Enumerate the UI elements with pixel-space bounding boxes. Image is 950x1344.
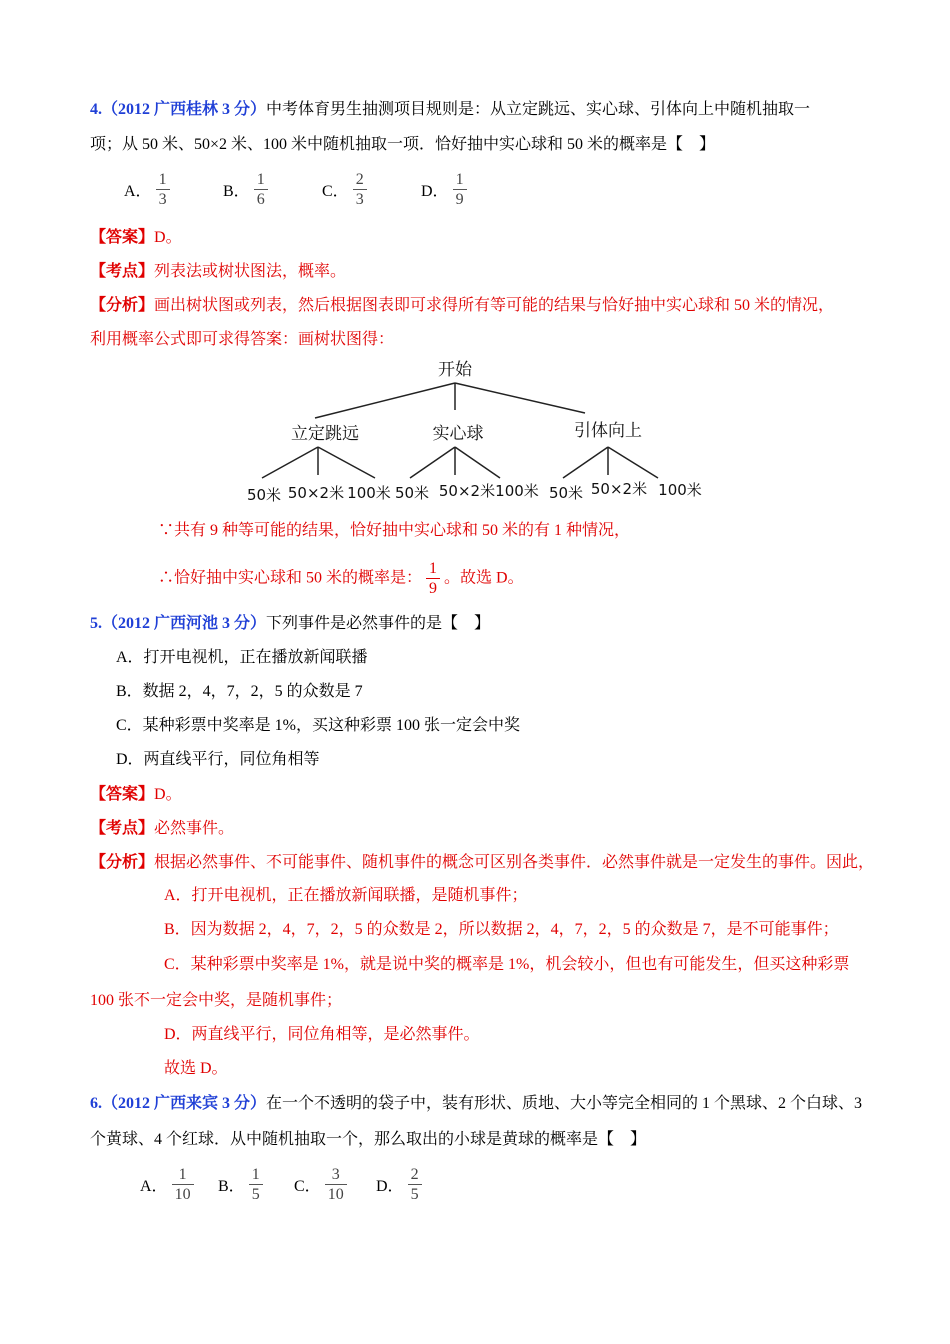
q5-point-tag: 【考点】: [90, 820, 155, 837]
q6-option-d: D． $\frac{2}{5}$: [376, 1165, 456, 1204]
q5-analysis-b: B．因为数据 2，4，7，2，5 的众数是 2，所以数据 2，4，7，2，5 的众数是 7，是不可能事件；: [164, 921, 839, 938]
tree-leaf-1-1: 50米: [246, 486, 282, 504]
q4-option-a: A． $\frac{1}{3}$: [124, 170, 219, 209]
q6-stem-line-2: 个黄球、4 个红球．从中随机抽取一个，那么取出的小球是黄球的概率是【 】: [90, 1131, 647, 1148]
q4-analysis-line-2: [90, 330, 394, 350]
q4-point: [90, 262, 346, 282]
q6-option-a-fraction: $\frac{1}{10}$: [172, 1165, 194, 1204]
tree-leaf-3-3: 100米: [658, 481, 702, 499]
q6-option-b: B． $\frac{1}{5}$: [218, 1165, 290, 1204]
q4-stem-line-1: [90, 100, 810, 120]
q4-point-tag: 【考点】: [90, 263, 155, 280]
q5-analysis-tag: 【分析】: [90, 854, 155, 871]
q6-option-c-fraction: $\frac{3}{10}$: [325, 1165, 347, 1204]
q5-option-d: D．两直线平行，同位角相等: [116, 751, 320, 768]
q4-stem-1: 中考体育男生抽测项目规则是：从立定跳远、实心球、引体向上中随机抽取一: [266, 101, 811, 118]
tree-leaf-1-2: 50×2米: [287, 484, 345, 502]
q6-option-b-fraction: $\frac{1}{5}$: [249, 1165, 263, 1204]
q4-stem-line-2: [90, 135, 715, 155]
q4-analysis-line-1: [90, 296, 834, 316]
q4-therefore: ∴恰好抽中实心球和 50 米的概率是： $\frac{1}{9}$ 。故选 D。: [158, 559, 524, 597]
q4-option-d-fraction: $\frac{1}{9}$: [453, 170, 467, 209]
tree-branch-1: 立定跳远: [291, 424, 359, 444]
q6-source: （2012 广西来宾 3 分）: [102, 1095, 267, 1112]
q4-options: [124, 170, 516, 209]
q4-point-text: 列表法或树状图法，概率。: [154, 263, 347, 280]
q6-options: [140, 1165, 456, 1204]
q4-stem-2: 项；从 50 米、50×2 米、100 米中随机抽取一项．恰好抽中实心球和 50 米的概率是【 】: [90, 136, 716, 153]
q5-analysis-a: A．打开电视机，正在播放新闻联播，是随机事件；: [164, 887, 528, 904]
q4-source: （2012 广西桂林 3 分）: [102, 101, 267, 118]
tree-leaf-2-2: 50×2米: [438, 482, 496, 500]
q5-source: （2012 广西河池 3 分）: [102, 615, 267, 632]
q5-point: 【考点】必然事件。: [90, 820, 235, 837]
q6-option-c: C． $\frac{3}{10}$: [294, 1165, 372, 1204]
q4-answer: [90, 228, 182, 248]
q5-answer-tag: 【答案】: [90, 786, 155, 803]
q4-because: ∵共有 9 种等可能的结果，恰好抽中实心球和 50 米的有 1 种情况，: [158, 522, 631, 539]
q6-option-d-fraction: $\frac{2}{5}$: [408, 1165, 422, 1204]
tree-leaf-3-1: 50米: [548, 484, 584, 502]
q4-answer-text: D。: [154, 229, 182, 246]
q4-therefore-fraction: $\frac{1}{9}$: [426, 559, 440, 598]
q4-option-a-fraction: $\frac{1}{3}$: [156, 170, 170, 209]
q4-option-b: B． $\frac{1}{6}$: [223, 170, 318, 209]
q5-option-b: B．数据 2，4，7，2，5 的众数是 7: [116, 683, 363, 700]
q6-option-a: A． $\frac{1}{10}$: [140, 1165, 214, 1204]
q6-stem-line-1: 6.（2012 广西来宾 3 分）在一个不透明的袋子中，装有形状、质地、大小等完全相同的 1 个黑球、2 个白球、3: [90, 1095, 863, 1112]
q4-analysis-tag: 【分析】: [90, 297, 155, 314]
q5-number: 5.: [90, 615, 102, 632]
q5-analysis-c1: C．某种彩票中奖率是 1%，就是说中奖的概率是 1%，机会较小，但也有可能发生，但买这种彩票: [164, 956, 850, 973]
q5-conclusion: 故选 D。: [164, 1060, 228, 1077]
q4-option-b-fraction: $\frac{1}{6}$: [254, 170, 268, 209]
q4-option-c-fraction: $\frac{2}{3}$: [353, 170, 367, 209]
q6-number: 6.: [90, 1095, 102, 1112]
q5-option-a: A．打开电视机，正在播放新闻联播: [116, 649, 368, 666]
q4-analysis-2: 利用概率公式即可求得答案：画树状图得：: [90, 331, 395, 348]
q5-analysis-d: D．两直线平行，同位角相等，是必然事件。: [164, 1026, 480, 1043]
tree-root: 开始: [438, 360, 472, 380]
q4-number: 4.: [90, 101, 102, 118]
tree-leaf-2-3: 100米: [495, 482, 539, 500]
tree-branch-2: 实心球: [432, 424, 484, 444]
q4-option-c: C． $\frac{2}{3}$: [322, 170, 417, 209]
tree-leaf-1-3: 100米: [347, 484, 391, 502]
tree-diagram: [240, 355, 710, 510]
q4-answer-tag: 【答案】: [90, 229, 155, 246]
tree-leaf-2-1: 50米: [394, 484, 430, 502]
q5-answer: 【答案】D。: [90, 786, 182, 803]
tree-branch-3: 引体向上: [574, 421, 642, 441]
q5-stem: 5.（2012 广西河池 3 分）下列事件是必然事件的是【 】: [90, 615, 491, 632]
q4-option-d: D． $\frac{1}{9}$: [421, 170, 516, 209]
q4-analysis-1: 画出树状图或列表，然后根据图表即可求得所有等可能的结果与恰好抽中实心球和 50 米的情况，: [154, 297, 835, 314]
tree-leaf-3-2: 50×2米: [590, 480, 648, 498]
q5-analysis-line-1: 【分析】根据必然事件、不可能事件、随机事件的概念可区别各类事件．必然事件就是一定发生的事件。因此，: [90, 854, 875, 871]
q5-option-c: C．某种彩票中奖率是 1%，买这种彩票 100 张一定会中奖: [116, 717, 521, 734]
q5-analysis-c2: 100 张不一定会中奖，是随机事件；: [90, 992, 343, 1009]
